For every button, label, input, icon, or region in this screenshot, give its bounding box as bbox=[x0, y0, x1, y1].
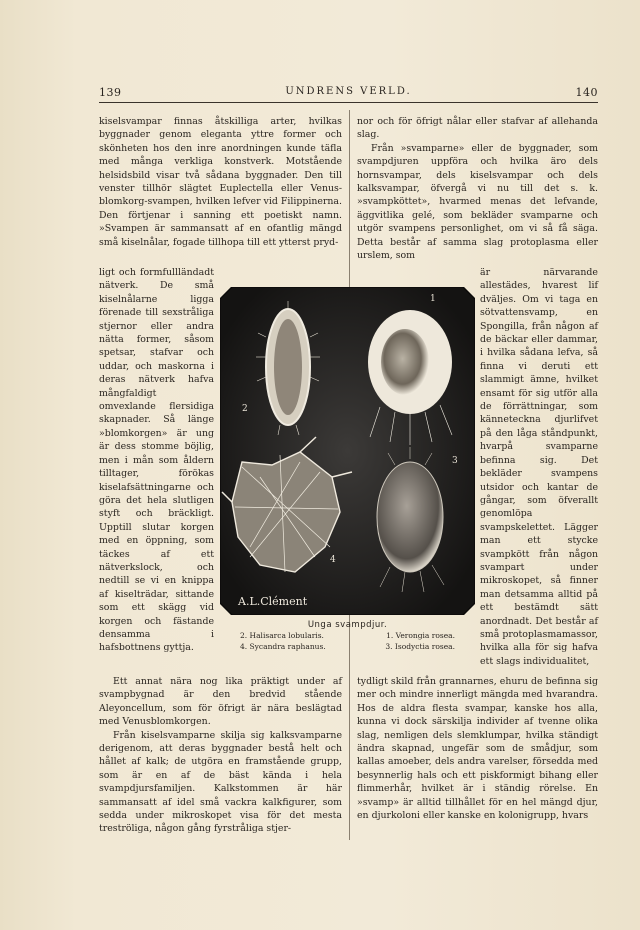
right-narrow-paragraph: är närvarande allestädes, hvarest lif dväljes. Om vi taga en sötvattensvamp, en Spongilla, från någon af de bäckar eller dammar, i hvilka sådana lefva, så finna vi deruti ett slammigt ämne, hvilket ensamt för sig utför alla de förrättningar, som känneteckna djurlifvet på den låga ståndpunkt, hvarpå svamparne befinna sig. Det bekläder svampens utsidor och kantar de gångar, som öfverallt genomlöpa svampskelettet. Lägger man ett stycke svampkött från någon svampart under mikroskopet, så finner man detsamma alltid på ett bestämdt sätt anordnadt. Det består af små protoplasmamassor, hvilka alla för sig hafva ett slags individualitet, bbox=[480, 267, 598, 667]
page-number-right: 140 bbox=[575, 86, 598, 99]
figure-number-4: 4 bbox=[330, 555, 336, 565]
left-bottom-paragraph-2: Från kiselsvamparne skilja sig kalksvamparne derigenom, att deras byggnader bestå helt och hållet af kalk; de utgöra en framstående grupp, som är en af de bäst kända i hela svampdjursfamiljen. Kalkstommen är här sammansatt af idel små vackra kalkfigurer, som sedda under mikroskopet visa för det mesta treströliga, någon gång fyrstråliga stjer- bbox=[99, 729, 342, 835]
page-number-left: 139 bbox=[99, 86, 122, 99]
right-column-bottom bbox=[357, 675, 598, 822]
running-title: UNDRENS VERLD. bbox=[285, 86, 412, 97]
left-narrow-paragraph: ligt och formfullländadt nätverk. De små kiselnålarne ligga förenade till sexstråliga stjernor eller andra nätta former, såsom spetsar, stafvar och uddar, och maskorna i deras nätverk hafva mångfaldigt omvexlande flersidiga skapnader. Så länge »blomkorgen» är ung är dess stomme böjlig, men i mån som åldern tilltager, förökas kiselafsättningarne och göra det hela slutligen styft och bräckligt. Upptill slutar korgen med en öppning, som täckes af ett nätverkslock, och nedtill se vi en knippa af kiselträdar, sittande som ett skägg vid korgen och fästande densamma i hafsbottnens gyttja. bbox=[99, 267, 214, 654]
sponge-illustration bbox=[220, 287, 475, 615]
right-bottom-paragraph: tydligt skild från grannarnes, ehuru de befinna sig mer och mindre innerligt mängda med hvarandra. Hos de aldra flesta svampar, kanske hos alla, kunna vi dock särskilja individer af tvenne olika slag, nemligen dels slemklumpar, hvilka ständigt ändra skapnad, ungefär som de smådjur, som kallas amoeber, dels andra varelser, försedda med besynnerlig hals och ett piskformigt bihang eller flimmerhår, hvilket är i ständig rörelse. En »svamp» är alltid tillhållet för en hel mängd djur, en djurkoloni eller kanske en kolonigrupp, hvars bbox=[357, 676, 598, 822]
right-second-paragraph: Från »svamparne» eller de byggnader, som svampdjuren uppföra och hvilka äro dels hornsvampar, dels kiselsvampar och dels kalksvampar, öfvergå vi nu till det s. k. »svampköttet», hvarmed menas det lefvande, äggvitlika gelé, som bekläder svamparne och utgör svampens personlighet, om vi så få säga. Detta består af samma slag protoplasma eller urslem, som bbox=[357, 142, 598, 262]
caption-item: 1. Verongia rosea. bbox=[386, 631, 455, 640]
left-narrow-text bbox=[99, 266, 214, 655]
right-narrow-text bbox=[480, 266, 598, 668]
figure-caption bbox=[220, 620, 475, 652]
right-top-paragraph: nor och för öfrigt nålar eller stafvar af allehanda slag. bbox=[357, 116, 598, 141]
running-header bbox=[99, 86, 598, 102]
figure-number-2: 2 bbox=[242, 404, 248, 414]
figure-number-1: 1 bbox=[430, 294, 436, 304]
left-top-paragraph: kiselsvampar finnas åtskilliga arter, hvilkas byggnader genom eleganta yttre former och skönheten hos den inre anordningen kunde täfla med många verkliga konstverk. Motstående helsidsbild visar två sådana byggnader. Den till venster tillhör slägtet Euplectella eller Venus-blomkorg-svampen, hvilken lefver vid Filippinerna. Den förtjenar i sanning ett poetiskt namn. »Svampen är sammansatt af en ofantlig mängd små kiselnålar, fogade tillhopa till ett ytterst pryd- bbox=[99, 116, 342, 248]
left-column-bottom bbox=[99, 675, 342, 836]
caption-item: 2. Halisarca lobularis. bbox=[240, 631, 324, 640]
figure-number-3: 3 bbox=[452, 456, 458, 466]
caption-item: 3. Isodyctia rosea. bbox=[385, 642, 455, 651]
left-bottom-paragraph-1: Ett annat nära nog lika präktigt under af svampbygnad är den bredvid stående Aleyoncellum, som för öfrigt är nära beslägtad med Venusblomkorgen. bbox=[99, 676, 342, 728]
caption-title: Unga svampdjur. bbox=[307, 620, 388, 630]
header-rule bbox=[99, 102, 598, 103]
left-column-top bbox=[99, 115, 342, 249]
caption-item: 4. Sycandra raphanus. bbox=[240, 642, 326, 651]
right-column-top bbox=[357, 115, 598, 262]
artist-signature: A.L.Clément bbox=[238, 595, 308, 608]
